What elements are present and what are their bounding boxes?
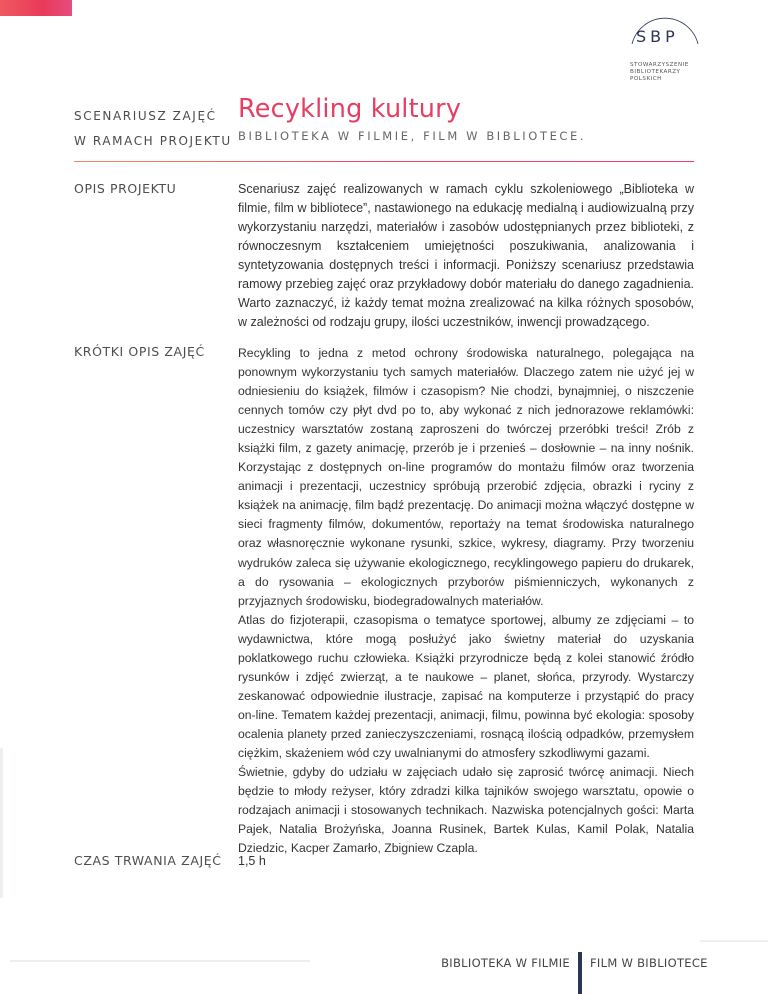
header-left-line-1: SCENARIUSZ ZAJĘĆ (74, 109, 217, 123)
logo-line-2: BIBLIOTEKARZY (630, 69, 681, 76)
paper-texture (700, 940, 768, 942)
header-divider (74, 161, 694, 162)
logo-line-1: STOWARZYSZENIE (630, 62, 689, 68)
description-text (238, 180, 694, 332)
footer-left-label: BIBLIOTEKA W FILMIE (441, 956, 570, 970)
short-paragraph-3: Świetnie, gdyby do udziału w zajęciach udało się zaprosić twórcę animacji. Niech będzie to młody reżyser, który zdradzi kilka tajników swojego warsztatu, opowie o rodzajach animacji i stosowanych technikach. Nazwiska potencjalnych gości: Marta Pajek, Natalia Brożyńska, Joanna Rusinek, Bartek Kulas, Kamil Polak, Natalia Dziedzic, Kacper Zamarło, Zbigniew Czapla. (238, 765, 694, 856)
footer-divider (578, 952, 582, 994)
header-left-line-2: W RAMACH PROJEKTU (74, 134, 232, 148)
footer (0, 944, 768, 994)
header-context (74, 107, 234, 151)
corner-accent (0, 0, 72, 16)
description-paragraph: Scenariusz zajęć realizowanych w ramach cyklu szkoleniowego „Biblioteka w filmie, film w bibliotece”, nastawionego na edukację medialną i audiowizualną przy wykorzystaniu narzędzi, materiałów i zasobów udostępnianych przez biblioteki, z równoczesnym kształceniem umiejętności poszukiwania, analizowania i syntetyzowania dostępnych treści i informacji. Poniższy scenariusz przedstawia ramowy przebieg zajęć oraz przykładowy dobór materiału do danego zagadnienia. Warto zaznaczyć, iż każdy temat można zrealizować na kilka różnych sposobów, w zależności od rodzaju grupy, ilości uczestników, inwencji prowadzącego. (238, 182, 694, 329)
duration-value: 1,5 h (238, 854, 266, 868)
sbp-logo (630, 14, 710, 84)
duration-label: CZAS TRWANIA ZAJĘĆ (74, 853, 222, 868)
page-title: Recykling kultury (238, 94, 462, 124)
short-paragraph-1: Recykling to jedna z metod ochrony środowiska naturalnego, polegająca na ponownym wykorzystaniu tych samych materiałów. Dlaczego zatem nie użyć jej w odniesieniu do książek, filmów i czasopism? Nie chodzi, bynajmniej, o niszczenie cennych tomów czy płyt dvd po to, aby wykonać z nich jednorazowe reklamówki: uczestnicy warsztatów zostaną zaproszeni do twórczej przeróbki treści! Zrób z książki film, z gazety animację, przerób je i przenieś – dosłownie – na inny nośnik. Korzystając z dostępnych on-line programów do montażu filmów oraz tworzenia animacji i prezentacji, uczestnicy spróbują przerobić zdjęcia, obrazki i ryciny z książek na animację, film bądź prezentację. Do animacji można włączyć dostępne w sieci fragmenty filmów, dokumentów, reportaży na temat środowiska naturalnego oraz własnoręcznie wykonane rysunki, szkice, wykresy, diagramy. Przy tworzeniu wydruków zaleca się używanie ekologicznego, recyklingowego papieru do drukarek, a do rysowania – ekologicznych przyborów piśmienniczych, wykonanych z przyjaznych środowisku, biodegradowalnych materiałów. (238, 346, 694, 608)
description-label: OPIS PROJEKTU (74, 181, 177, 196)
sbp-logo-mark (630, 14, 700, 58)
page-subtitle: BIBLIOTEKA W FILMIE, FILM W BIBLIOTECE. (238, 129, 587, 143)
footer-right-label: FILM W BIBLIOTECE (590, 956, 708, 970)
short-description-text (238, 344, 694, 858)
short-description-label: KRÓTKI OPIS ZAJĘĆ (74, 344, 205, 359)
logo-mark-text: SBP (636, 27, 679, 46)
paper-texture (0, 748, 3, 898)
logo-line-3: POLSKICH (630, 76, 662, 83)
short-paragraph-2: Atlas do fizjoterapii, czasopisma o tematyce sportowej, albumy ze zdjęciami – to wydawnictwa, które mogą posłużyć jako świetny materiał do uzyskania poklatkowego ruchu człowieka. Książki przyrodnicze będą z kolei stanowić źródło rysunków i zdjęć zwierząt, a te naukowe – planet, słońca, przyrody. Wystarczy zeskanować odpowiednie ilustracje, zapisać na komputerze i przystąpić do pracy on-line. Tematem każdej prezentacji, animacji, filmu, powinna być ekologia: sposoby ocalenia planety przed zanieczyszczeniami, rosnącą ilością odpadków, przemysłem ciężkim, skażeniem wód czy uwalnianymi do atmosfery szkodliwymi gazami. (238, 612, 694, 760)
